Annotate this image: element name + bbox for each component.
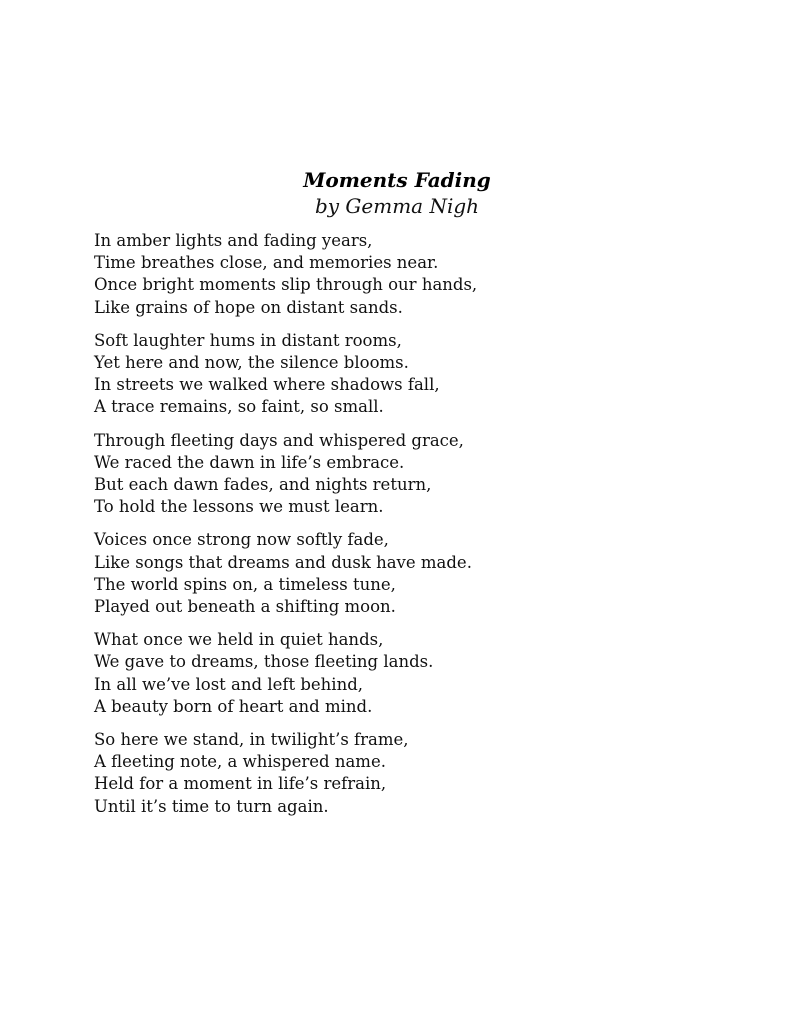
poem-body <box>94 230 734 829</box>
poem-line: In streets we walked where shadows fall, <box>94 375 440 395</box>
stanza-2 <box>94 330 734 419</box>
stanza-3 <box>94 430 734 519</box>
stanza-6 <box>94 729 734 818</box>
poem-line: Time breathes close, and memories near. <box>94 253 439 273</box>
poem-line: Like grains of hope on distant sands. <box>94 297 403 317</box>
poem-line: A trace remains, so faint, so small. <box>94 397 384 417</box>
poem-line: Yet here and now, the silence blooms. <box>94 353 409 373</box>
poem-line: A beauty born of heart and mind. <box>94 696 373 716</box>
stanza-1 <box>94 230 734 319</box>
poem-title: Moments Fading <box>303 168 491 192</box>
poem-line: Like songs that dreams and dusk have made. <box>94 552 472 572</box>
poem-line: So here we stand, in twilight’s frame, <box>94 730 409 750</box>
poem-line: In all we’ve lost and left behind, <box>94 674 364 694</box>
poem-author: by Gemma Nigh <box>314 194 480 218</box>
poem-line: Until it’s time to turn again. <box>94 796 329 816</box>
poem-line: The world spins on, a timeless tune, <box>94 574 396 594</box>
poem-line: To hold the lessons we must learn. <box>94 497 384 517</box>
poem-line: A fleeting note, a whispered name. <box>94 752 386 772</box>
poem-line: Held for a moment in life’s refrain, <box>94 774 387 794</box>
stanza-4 <box>94 529 734 618</box>
poem-line: Played out beneath a shifting moon. <box>94 597 396 617</box>
poem-line: Through fleeting days and whispered grace, <box>94 430 464 450</box>
poem-line: In amber lights and fading years, <box>94 231 373 250</box>
poem-line: But each dawn fades, and nights return, <box>94 475 432 495</box>
poem-line: Once bright moments slip through our hands, <box>94 275 478 295</box>
poem-line: We raced the dawn in life’s embrace. <box>94 452 405 472</box>
poem-line: We gave to dreams, those fleeting lands. <box>94 652 434 672</box>
poem-line: Voices once strong now softly fade, <box>94 530 389 550</box>
poem-line: Soft laughter hums in distant rooms, <box>94 330 402 350</box>
poem-line: What once we held in quiet hands, <box>94 630 384 650</box>
stanza-5 <box>94 629 734 718</box>
